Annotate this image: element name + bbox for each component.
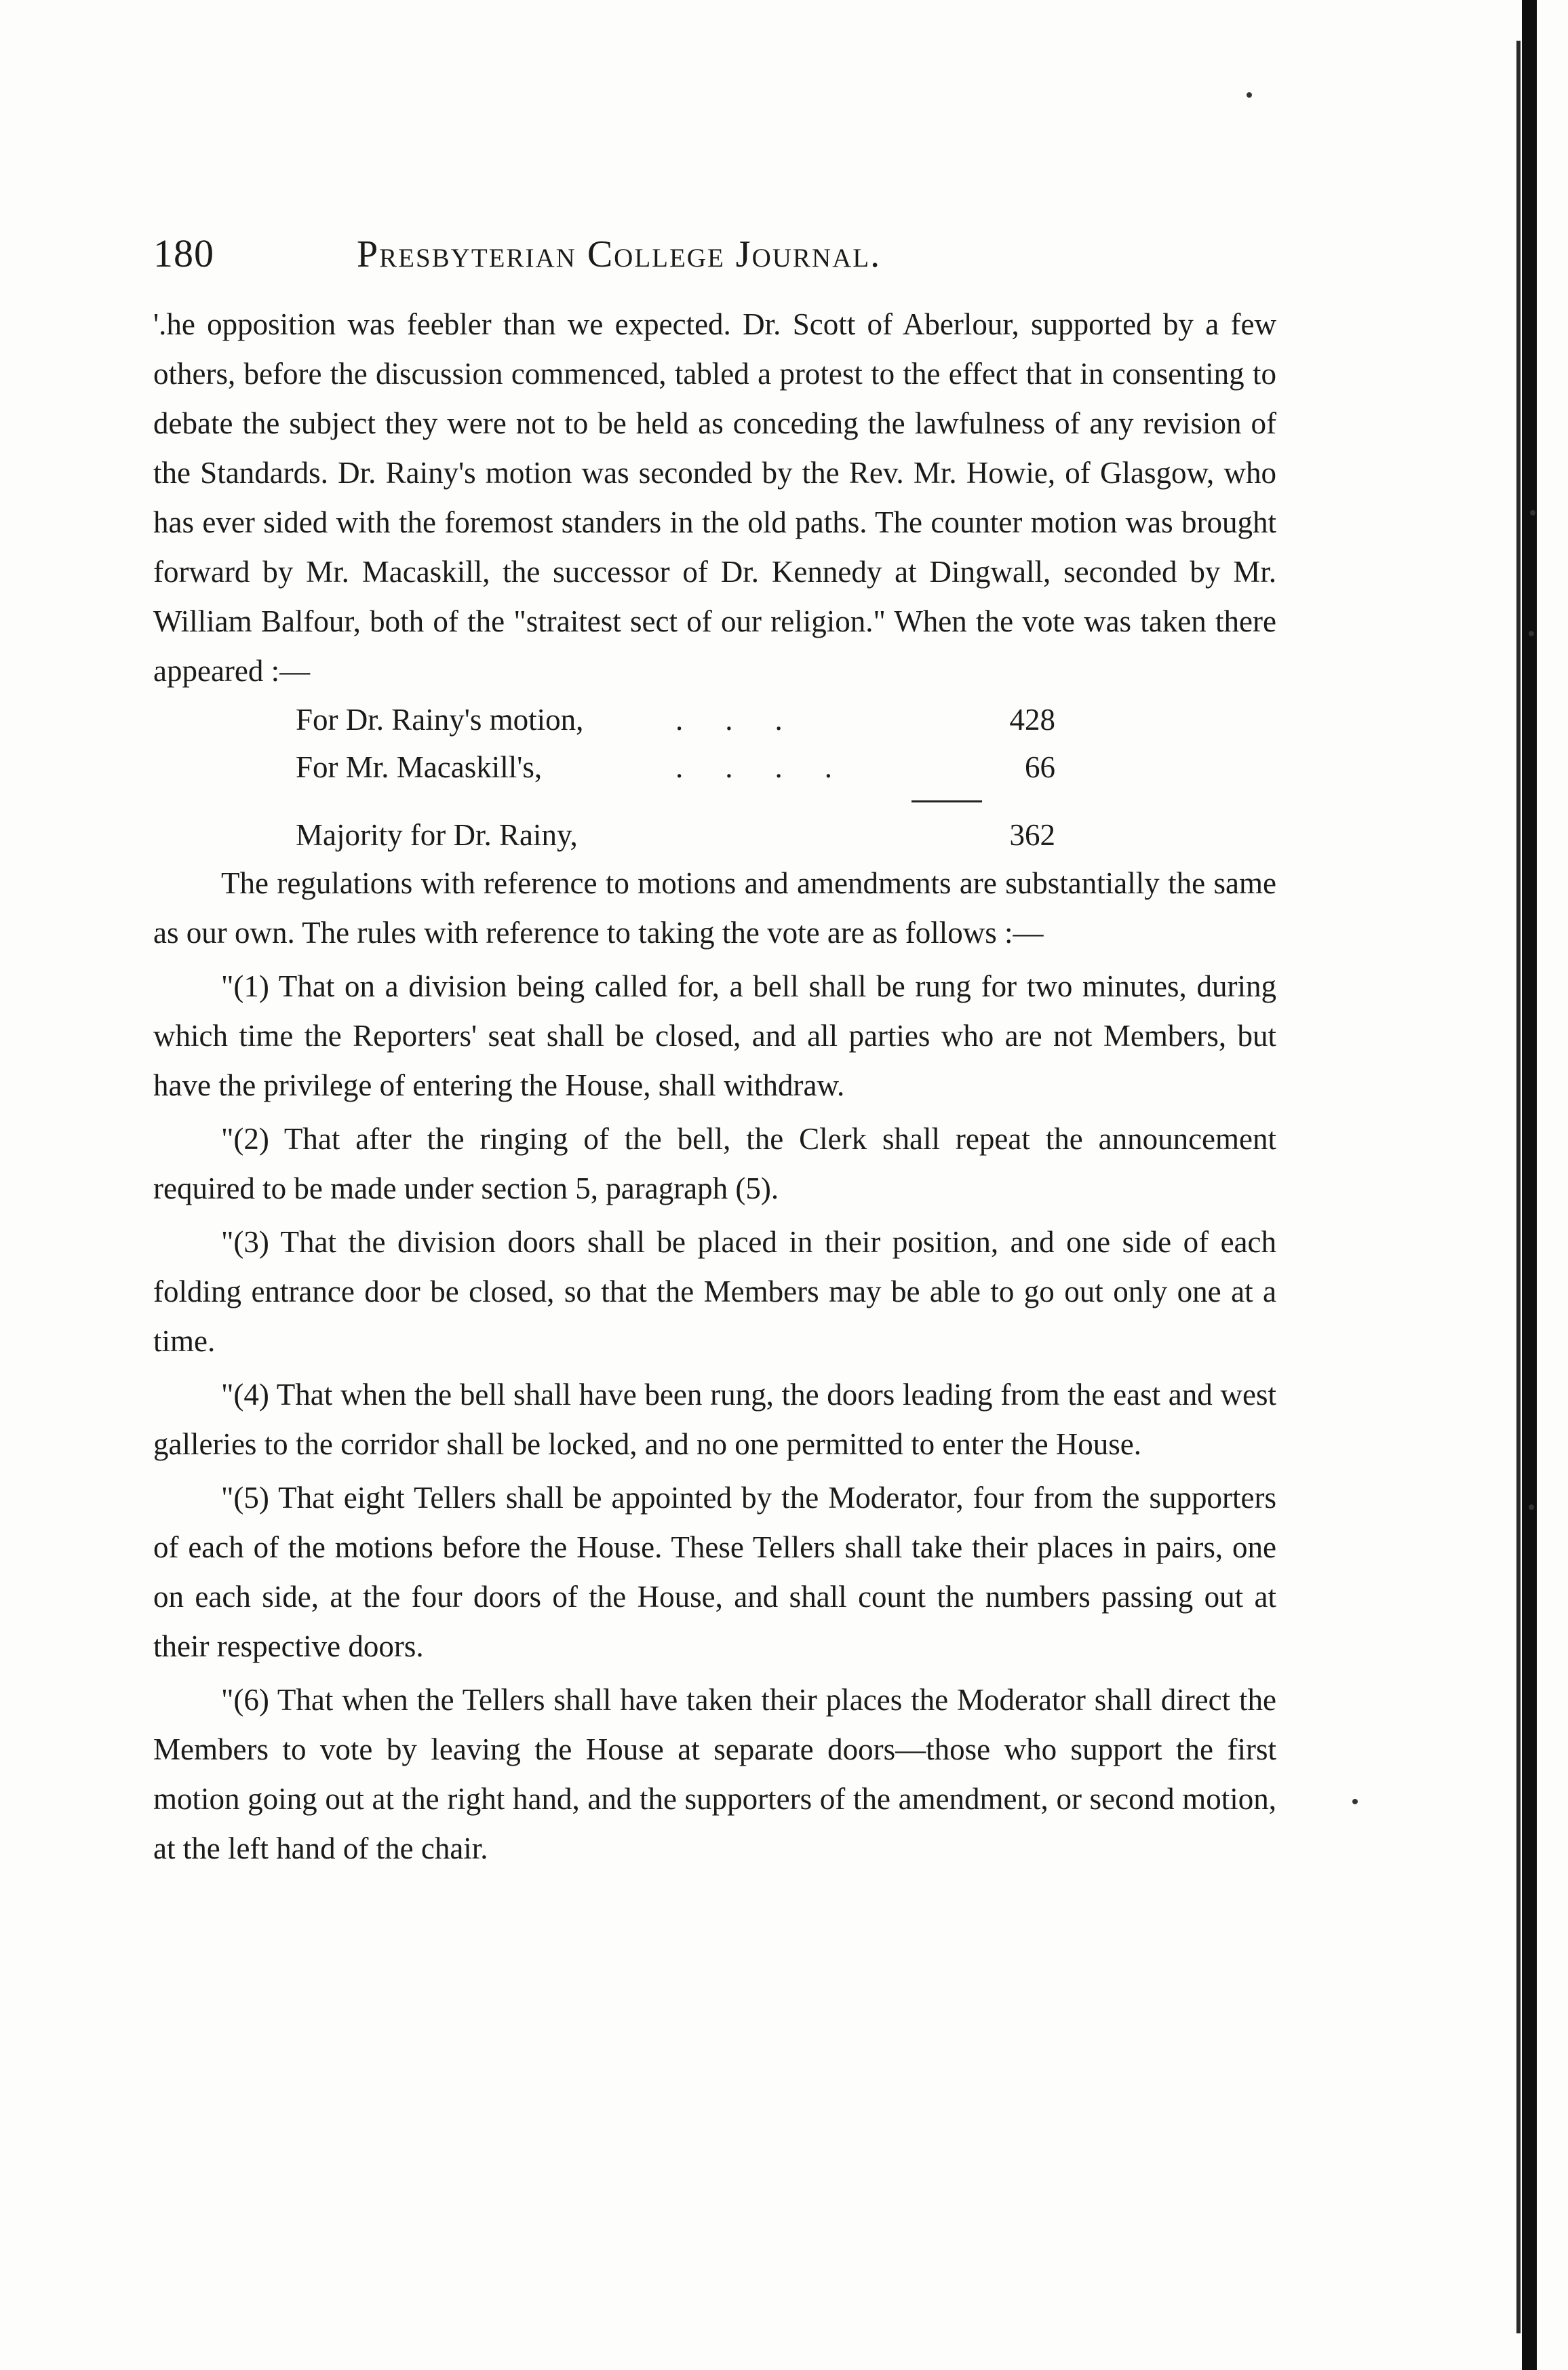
- book-page: [153, 231, 1276, 1873]
- scan-speck: [1352, 1799, 1358, 1804]
- body-paragraph: The regulations with reference to motions and amendments are substantially the same as our own. The rules with reference to taking the vote are as follows :—: [153, 866, 1276, 950]
- tally-leader-dots: ...: [675, 703, 825, 737]
- rule-paragraph-6: "(6) That when the Tellers shall have taken their places the Moderator shall direct the Members to vote by leaving the House at separate doors—those who support the first motion going out at the right hand, and the supporters of the amendment, or second motion, at the left hand of the chair.: [153, 1683, 1276, 1865]
- scan-speck: [1529, 631, 1534, 636]
- tally-spacer: [675, 811, 974, 859]
- tally-label: For Dr. Rainy's motion,: [296, 703, 584, 737]
- majority-label: Majority for Dr. Rainy,: [296, 818, 578, 852]
- tally-row: [153, 743, 1276, 791]
- body-paragraph: '.he opposition was feebler than we expected. Dr. Scott of Aberlour, supported by a few others, before the discussion commenced, tabled a protest to the effect that in consenting to debate the subject they were not to be held as conceding the lawfulness of any revision of the Standards. Dr. Rainy's motion was seconded by the Rev. Mr. Howie, of Glasgow, who has ever sided with the foremost standers in the old paths. The counter motion was brought forward by Mr. Macaskill, the successor of Dr. Kennedy at Dingwall, seconded by Mr. William Balfour, both of the "straitest sect of our religion." When the vote was taken there appeared :—: [153, 307, 1276, 688]
- page-number: 180: [153, 231, 214, 275]
- tally-row: [153, 696, 1276, 743]
- vote-tally: [153, 696, 1276, 859]
- running-title: Presbyterian College Journal.: [357, 233, 882, 275]
- tally-leader-dots: ....: [675, 750, 874, 784]
- rule-paragraph-3: "(3) That the division doors shall be placed in their position, and one side of each folding entrance door be closed, so that the Members may be able to go out only one at a time.: [153, 1225, 1276, 1358]
- tally-label: For Mr. Macaskill's,: [296, 750, 543, 784]
- scan-speck: [1529, 1504, 1534, 1510]
- tally-value: 428: [1009, 703, 1055, 737]
- sum-rule: [153, 791, 1276, 811]
- tally-value: 66: [1025, 750, 1055, 784]
- tally-majority-row: [153, 811, 1276, 859]
- scan-speck: [1247, 92, 1252, 98]
- rule-paragraph-5: "(5) That eight Tellers shall be appointed by the Moderator, four from the supporters of each of the motions before the House. These Tellers shall take their places in pairs, one on each side, at the four doors of the House, and shall count the numbers passing out at their respective doors.: [153, 1481, 1276, 1663]
- binding-edge-line: [1516, 41, 1521, 2333]
- rule-paragraph-1: "(1) That on a division being called for, a bell shall be rung for two minutes, during which time the Reporters' seat shall be closed, and all parties who are not Members, but have the privilege of entering the House, shall withdraw.: [153, 969, 1276, 1102]
- page-header: [153, 231, 1276, 285]
- scan-speck: [1530, 510, 1535, 516]
- rule-paragraph-2: "(2) That after the ringing of the bell, the Clerk shall repeat the announcement required to be made under section 5, paragraph (5).: [153, 1122, 1276, 1205]
- majority-value: 362: [1009, 818, 1055, 852]
- binding-edge-shadow: [1522, 0, 1537, 2370]
- rule-paragraph-4: "(4) That when the bell shall have been rung, the doors leading from the east and west galleries to the corridor shall be locked, and no one permitted to enter the House.: [153, 1378, 1276, 1461]
